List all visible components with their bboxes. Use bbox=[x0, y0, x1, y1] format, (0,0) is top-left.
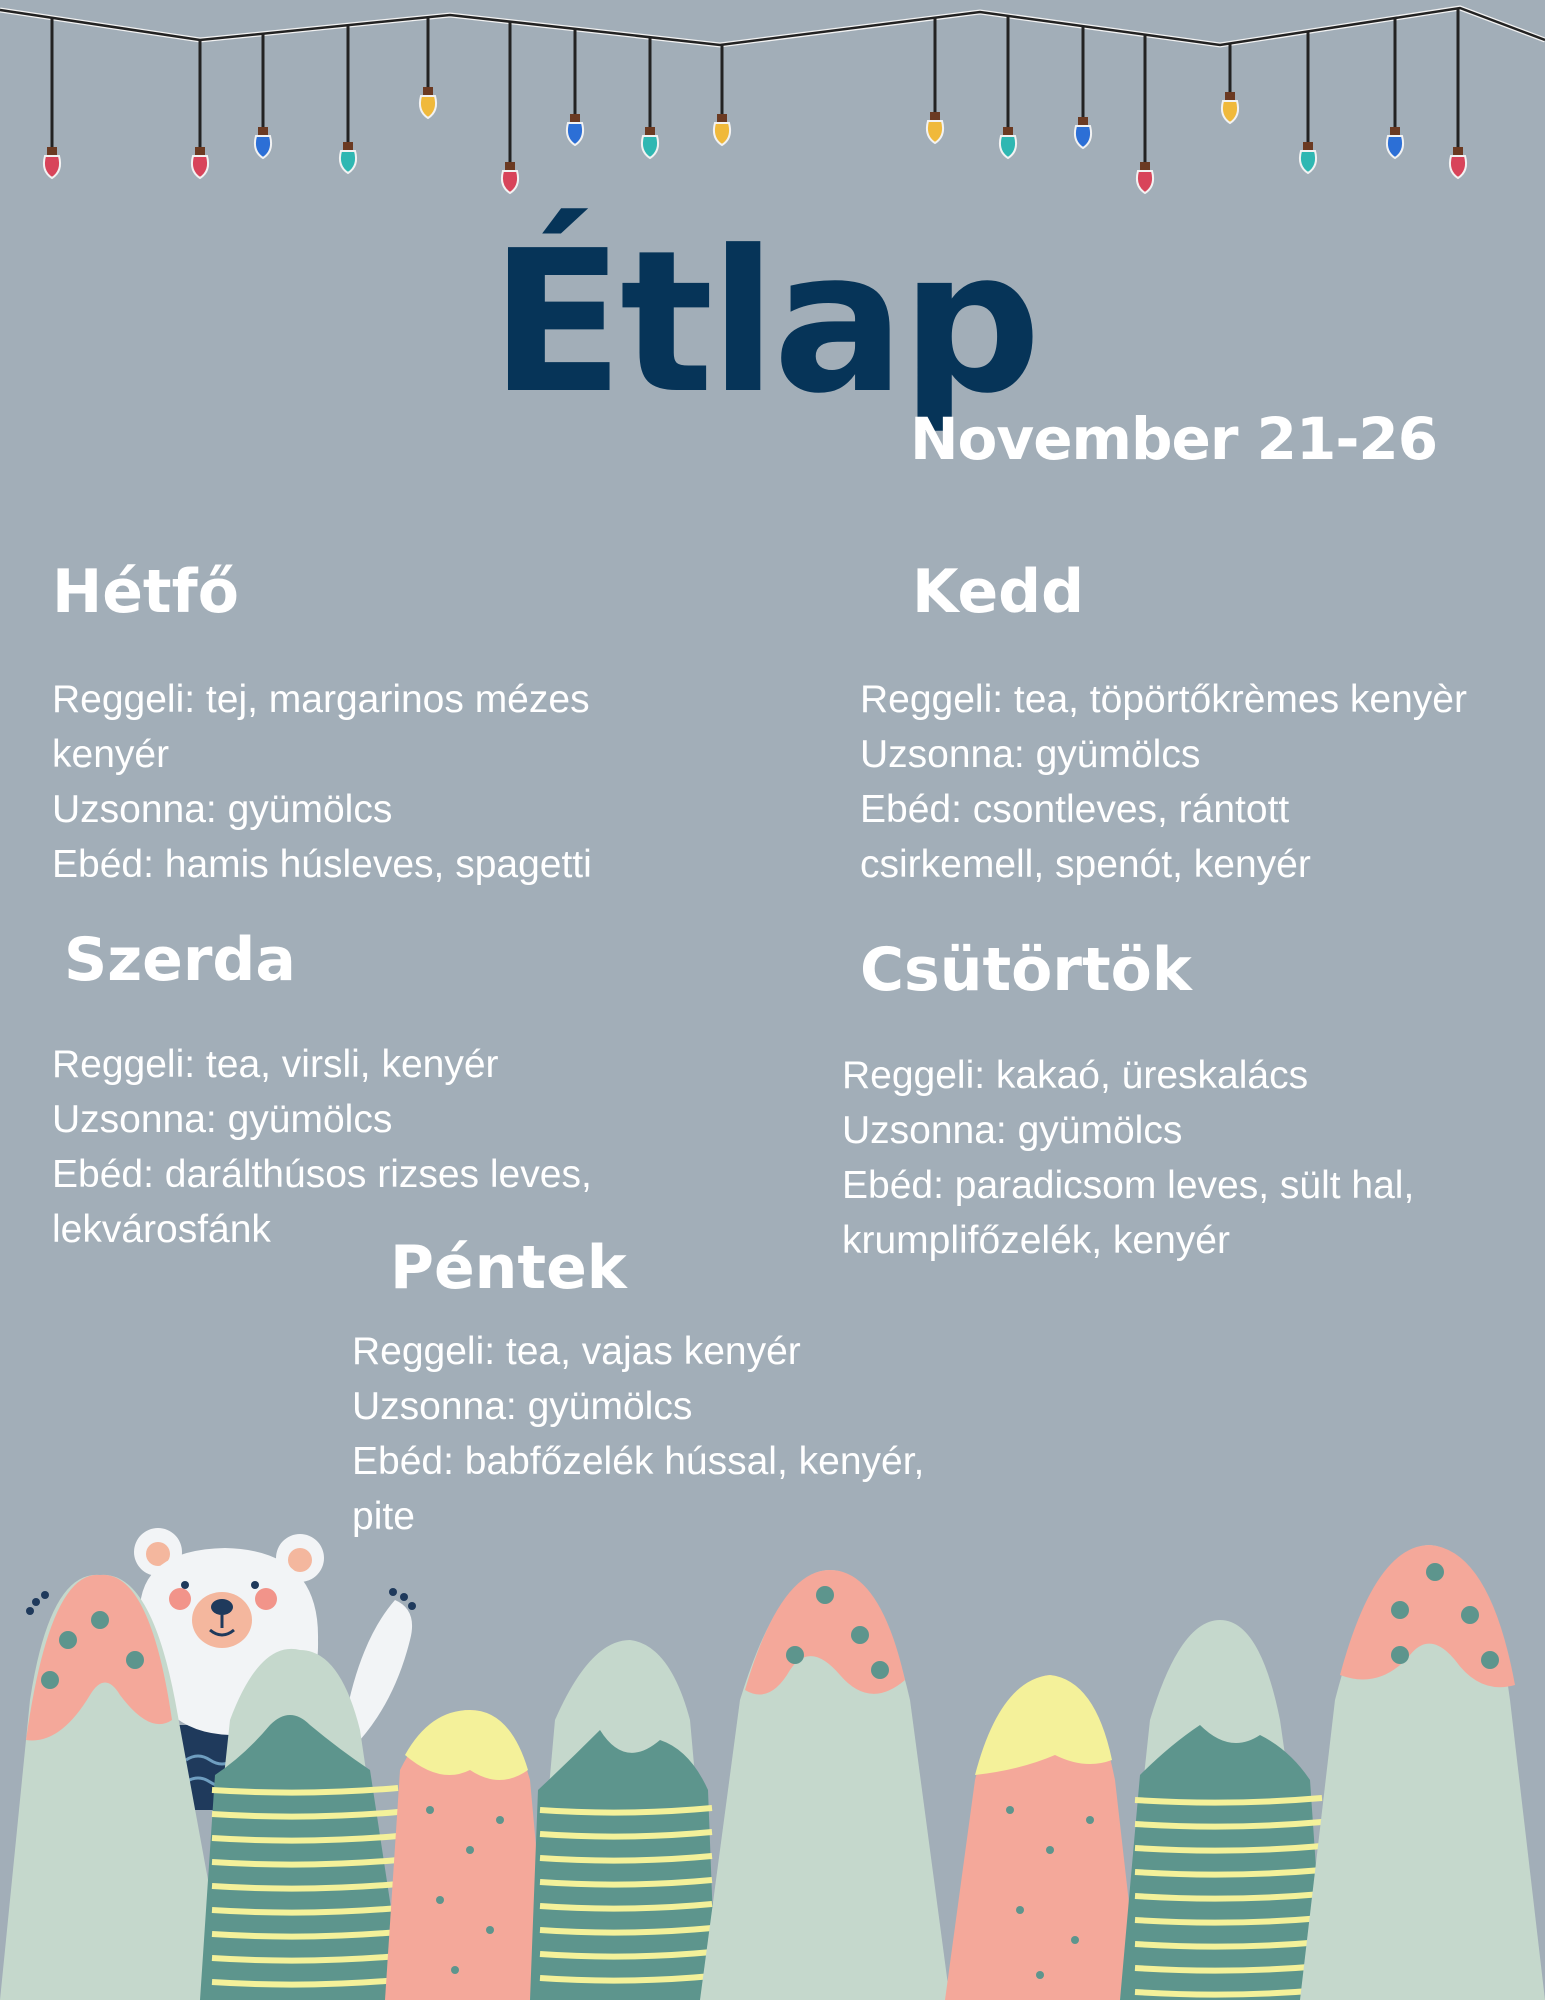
light-bulb-icon bbox=[1000, 136, 1016, 158]
menu-line: Ebéd: csontleves, rántott bbox=[860, 788, 1290, 831]
day-heading-pentek: Péntek bbox=[390, 1233, 627, 1303]
menu-line: Uzsonna: gyümölcs bbox=[52, 788, 393, 831]
menu-line: krumplifőzelék, kenyér bbox=[842, 1219, 1230, 1262]
day-heading-hetfo: Hétfő bbox=[52, 557, 239, 627]
day-heading-szerda: Szerda bbox=[64, 925, 296, 995]
light-bulb-icon bbox=[502, 171, 518, 193]
menu-line: kenyér bbox=[52, 733, 170, 776]
light-bulb-icon bbox=[567, 123, 583, 145]
light-bulb-icon bbox=[1075, 126, 1091, 148]
light-bulb-cap bbox=[570, 114, 580, 123]
light-bulb-cap bbox=[1140, 162, 1150, 171]
menu-line: pite bbox=[352, 1495, 415, 1538]
light-bulb-cap bbox=[505, 162, 515, 171]
light-bulb-cap bbox=[343, 142, 353, 151]
page-title: Étlap bbox=[490, 209, 1038, 437]
light-bulb-cap bbox=[1003, 127, 1013, 136]
menu-line: Uzsonna: gyümölcs bbox=[860, 733, 1201, 776]
menu-line: Ebéd: babfőzelék hússal, kenyér, bbox=[352, 1440, 925, 1483]
light-bulb-cap bbox=[1453, 147, 1463, 156]
light-bulb-icon bbox=[1450, 156, 1466, 178]
light-bulb-icon bbox=[420, 96, 436, 118]
light-bulb-icon bbox=[1137, 171, 1153, 193]
light-bulb-icon bbox=[255, 136, 271, 158]
light-bulb-cap bbox=[1390, 127, 1400, 136]
light-bulb-icon bbox=[714, 123, 730, 145]
menu-line: Uzsonna: gyümölcs bbox=[842, 1109, 1183, 1152]
menu-line: Uzsonna: gyümölcs bbox=[52, 1098, 393, 1141]
menu-line: Ebéd: paradicsom leves, sült hal, bbox=[842, 1164, 1415, 1207]
light-bulb-cap bbox=[1303, 142, 1313, 151]
menu-line: Uzsonna: gyümölcs bbox=[352, 1385, 693, 1428]
menu-line: Ebéd: hamis húsleves, spagetti bbox=[52, 843, 592, 886]
menu-line: Reggeli: tej, margarinos mézes bbox=[52, 678, 590, 721]
light-bulb-cap bbox=[645, 127, 655, 136]
menu-hetfo bbox=[52, 672, 592, 892]
light-bulb-icon bbox=[927, 121, 943, 143]
light-bulb-cap bbox=[930, 112, 940, 121]
light-bulb-icon bbox=[1300, 151, 1316, 173]
light-bulb-cap bbox=[1225, 92, 1235, 101]
menu-csutortok bbox=[842, 1048, 1414, 1268]
light-bulb-cap bbox=[717, 114, 727, 123]
light-bulb-cap bbox=[195, 147, 205, 156]
menu-szerda bbox=[52, 1037, 592, 1257]
menu-line: Reggeli: kakaó, üreskalács bbox=[842, 1054, 1309, 1097]
menu-line: Reggeli: tea, virsli, kenyér bbox=[52, 1043, 499, 1086]
light-bulb-cap bbox=[258, 127, 268, 136]
menu-pentek bbox=[352, 1324, 924, 1544]
day-heading-csutortok: Csütörtök bbox=[860, 935, 1192, 1005]
light-bulb-cap bbox=[423, 87, 433, 96]
light-bulb-icon bbox=[340, 151, 356, 173]
light-bulb-cap bbox=[1078, 117, 1088, 126]
date-range: November 21-26 bbox=[910, 405, 1438, 473]
menu-kedd bbox=[860, 672, 1467, 892]
light-bulb-cap bbox=[47, 147, 57, 156]
light-bulb-icon bbox=[1387, 136, 1403, 158]
light-bulb-icon bbox=[192, 156, 208, 178]
light-bulb-icon bbox=[642, 136, 658, 158]
light-bulb-icon bbox=[44, 156, 60, 178]
menu-line: lekvárosfánk bbox=[52, 1208, 271, 1251]
menu-line: Ebéd: darálthúsos rizses leves, bbox=[52, 1153, 592, 1196]
menu-line: Reggeli: tea, töpörtőkrèmes kenyèr bbox=[860, 678, 1467, 721]
decorative-scene bbox=[0, 1470, 1545, 2000]
menu-line: Reggeli: tea, vajas kenyér bbox=[352, 1330, 801, 1373]
menu-line: csirkemell, spenót, kenyér bbox=[860, 843, 1311, 886]
light-bulb-icon bbox=[1222, 101, 1238, 123]
string-lights-garland bbox=[0, 0, 1545, 230]
day-heading-kedd: Kedd bbox=[912, 557, 1085, 627]
